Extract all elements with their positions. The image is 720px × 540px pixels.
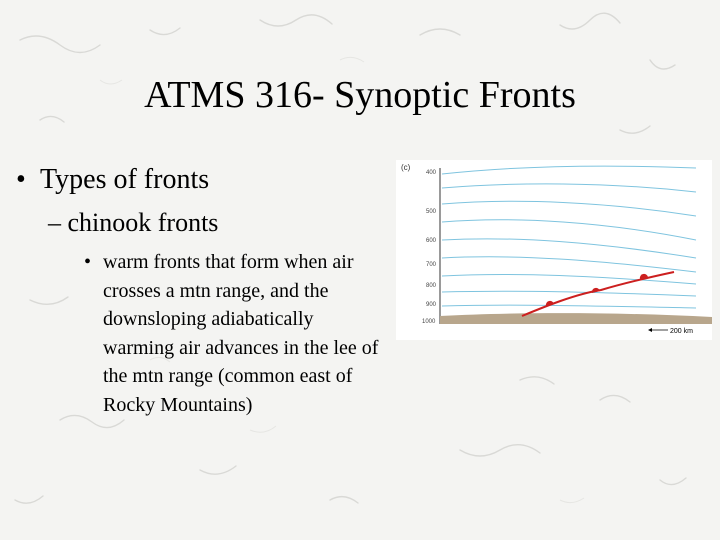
bullet-line: downsloping adiabatically (103, 308, 314, 331)
bullet-level-2 (48, 207, 218, 239)
bullet-line: warm fronts that form when air (103, 251, 354, 273)
y-tick-label: 500 (426, 209, 437, 215)
figure-background (396, 160, 712, 340)
y-tick-label: 1000 (422, 319, 436, 325)
y-tick-label: 700 (426, 262, 437, 268)
bullet-text: chinook fronts (67, 208, 219, 237)
y-tick-label: 400 (426, 170, 437, 176)
bullet-level-3 (103, 248, 443, 420)
panel-label: (c) (401, 163, 411, 172)
y-tick-label: 600 (426, 238, 437, 244)
slide-title: ATMS 316- Synoptic Fronts (144, 74, 576, 116)
bullet-line: warming air advances in the lee of (103, 336, 379, 359)
bullet-level-1 (16, 163, 209, 197)
y-tick-label: 900 (426, 302, 437, 308)
chinook-front-cross-section (396, 160, 712, 340)
bullet-marker: • (16, 164, 26, 195)
bullet-marker: • (84, 251, 92, 273)
bullet-line: the mtn range (common east of (103, 365, 353, 388)
bullet-marker: – (48, 208, 61, 237)
y-tick-label: 800 (426, 283, 437, 289)
bullet-line: crosses a mtn range, and the (103, 279, 329, 302)
scale-label: 200 km (670, 328, 693, 335)
bullet-line: Rocky Mountains) (103, 393, 253, 416)
bullet-text: Types of fronts (40, 164, 210, 195)
